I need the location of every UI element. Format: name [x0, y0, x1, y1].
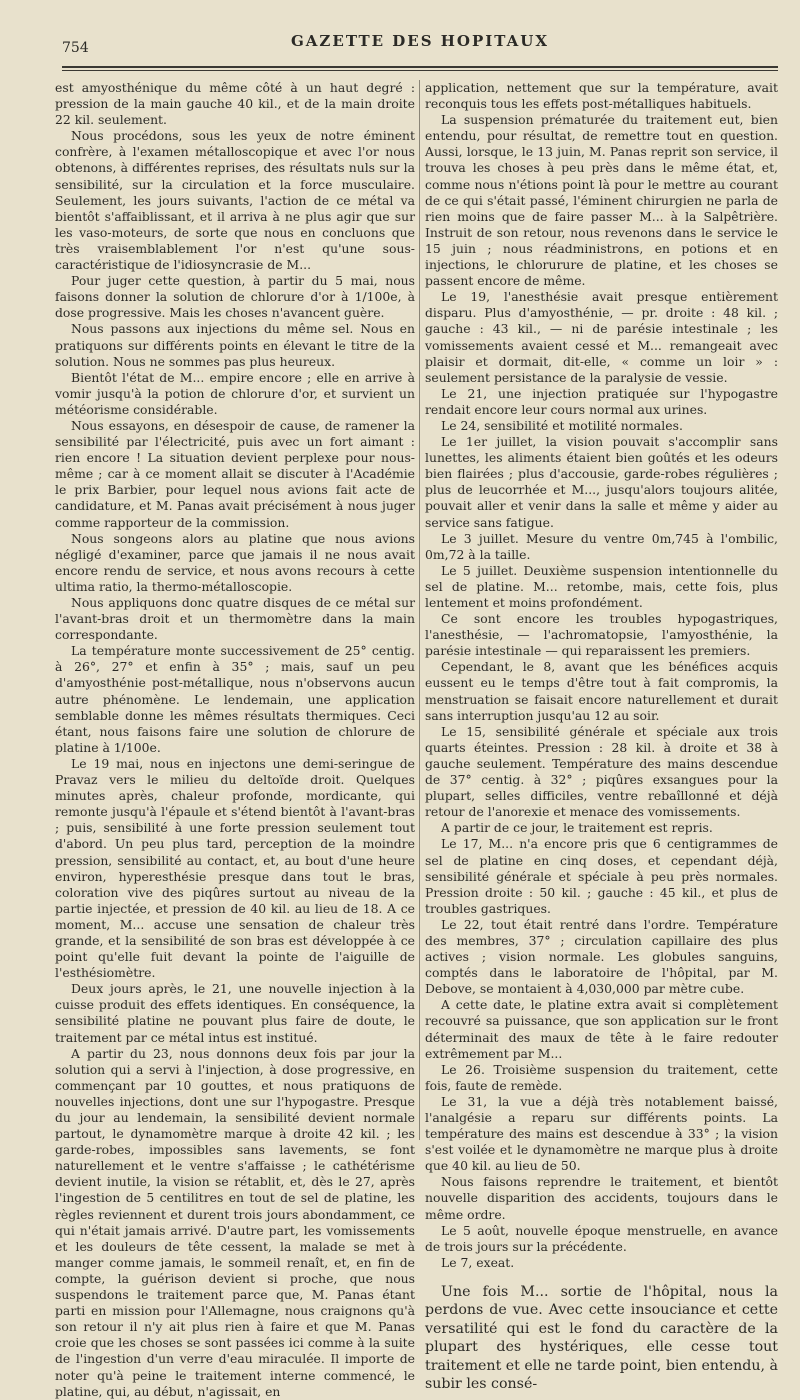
paragraph: A partir du 23, nous donnons deux fois par jour la solution qui a servi à l'injection, à dose progressive, en commençant par 10 gouttes, et nous pratiquons de nouvelles injections, dont une sur l'hypogastre. Presque du jour au lendemain, la sensibilité devient normale partout, le dynamomètre marque à droite 42 kil. ; les garde-robes, impossibles sans lavements, se font naturellement et le ventre s'affaisse ; le cathétérisme devient inutile, la vision se rétablit, et, dès le 27, après l'ingestion de 5 centilitres en tout de sel de platine, les règles reviennent et durent trois jours abondamment, ce qui n'était jamais arrivé. D'autre part, les vomissements et les douleurs de tête cessent, la malade se met à manger comme jamais, le sommeil renaît, et, en fin de compte, la guérison devient si proche, que nous suspendons le traitement parce que, M. Panas étant parti en mission pour l'Allemagne, nous craignons qu'à son retour il n'y ait plus rien à faire et que M. Panas croie que les choses se sont passées ici comme à la suite de l'ingestion d'un verre d'eau miraculée. Il importe de noter qu'à peine le traitement interne commencé, le platine, qui, au début, n'agissait, en	[55, 1045, 415, 1399]
column-divider	[419, 80, 420, 1140]
paragraph: est amyosthénique du même côté à un haut degré : pression de la main gauche 40 kil., et de la main droite 22 kil. seulement.	[55, 80, 415, 128]
paragraph: Pour juger cette question, à partir du 5 mai, nous faisons donner la solution de chlorure d'or à 1/100e, à dose progressive. Mais les choses n'avancent guère.	[55, 273, 415, 321]
paragraph: Nous passons aux injections du même sel. Nous en pratiquons sur différents points en élevant le titre de la solution. Nous ne sommes pas plus heureux.	[55, 321, 415, 369]
paragraph: Nous faisons reprendre le traitement, et bientôt nouvelle disparition des accidents, toujours dans le même ordre.	[425, 1174, 778, 1222]
journal-title: GAZETTE DES HOPITAUX	[290, 32, 549, 50]
paragraph: Cependant, le 8, avant que les bénéfices acquis eussent eu le temps d'être tout à fait compromis, la menstruation se faisait encore naturellement et durait sans interruption jusqu'au 12 au soir.	[425, 659, 778, 723]
paragraph: Le 22, tout était rentré dans l'ordre. Température des membres, 37° ; circulation capillaire des plus actives ; vision normale. Les globules sanguins, comptés dans le laboratoire de l'hôpital, par M. Debove, se montaient à 4,030,000 par mètre cube.	[425, 916, 778, 997]
paragraph: Le 5 juillet. Deuxième suspension intentionnelle du sel de platine. M... retombe, mais, cette fois, plus lentement et moins profondément.	[425, 562, 778, 610]
closing-paragraph: Une fois M... sortie de l'hôpital, nous la perdons de vue. Avec cette insouciance et cette versatilité qui est le fond du caractère de la plupart des hystériques, elle cesse tout traitement et elle ne tarde point, bien entendu, à subir les consé-	[425, 1283, 778, 1393]
paragraph: Nous essayons, en désespoir de cause, de ramener la sensibilité par l'électricité, puis avec un fort aimant : rien encore ! La situation devient perplexe pour nous-même ; car à ce moment allait se discuter à l'Académie le prix Barbier, pour lequel nous avions fait acte de candidature, et M. Panas avait précisément à nous juger comme rapporteur de la commission.	[55, 417, 415, 530]
paragraph: Nous songeons alors au platine que nous avions négligé d'examiner, parce que jamais il ne nous avait encore rendu de service, et nous avons recours à cette ultima ratio, la thermo-métalloscopie.	[55, 530, 415, 594]
paragraph: Le 5 août, nouvelle époque menstruelle, en avance de trois jours sur la précédente.	[425, 1222, 778, 1254]
header-rule-thin	[62, 70, 778, 71]
paragraph: La température monte successivement de 25° centig. à 26°, 27° et enfin à 35° ; mais, sauf un peu d'amyosthénie post-métallique, nous n'observons aucun autre phénomène. Le lendemain, une application semblable donne les mêmes résultats thermiques. Ceci étant, nous faisons faire une solution de chlorure de platine à 1/100e.	[55, 643, 415, 755]
paragraph: Le 3 juillet. Mesure du ventre 0m,745 à l'ombilic, 0m,72 à la taille.	[425, 530, 778, 562]
paragraph: Le 26. Troisième suspension du traitement, cette fois, faute de remède.	[425, 1061, 778, 1093]
right-column	[425, 80, 778, 1394]
paragraph: Le 19, l'anesthésie avait presque entièrement disparu. Plus d'amyosthénie, — pr. droite : 48 kil. ; gauche : 43 kil., — ni de parésie intestinale ; les vomissements avaient cessé et M... remangeait avec plaisir et dormait, dit-elle, « comme un loir » : seulement persistance de la paralysie de vessie.	[425, 289, 778, 385]
paragraph: Ce sont encore les troubles hypogastriques, l'anesthésie, — l'achromatopsie, l'amyosthénie, la parésie intestinale — qui reparaissent les premiers.	[425, 611, 778, 659]
page-header	[62, 30, 778, 60]
paragraph: A cette date, le platine extra avait si complètement recouvré sa puissance, que son application sur le front déterminait des maux de tête à le faire redouter extrêmement par M...	[425, 997, 778, 1061]
header-rule-thick	[62, 66, 778, 68]
paragraph: Le 7, exeat.	[441, 1254, 515, 1270]
paragraph: Le 1er juillet, la vision pouvait s'accomplir sans lunettes, les aliments étaient bien goûtés et les odeurs bien flairées ; plus d'accousie, garde-robes régulières ; plus de leucorrhée et M..., jusqu'alors toujours alitée, pouvait aller et venir dans la salle et même y aider au service sans fatigue.	[425, 434, 778, 530]
left-column	[55, 80, 415, 1400]
paragraph: Nous appliquons donc quatre disques de ce métal sur l'avant-bras droit et un thermomètre dans la main correspondante.	[55, 595, 415, 643]
paragraph: Le 19 mai, nous en injectons une demi-seringue de Pravaz vers le milieu du deltoïde droit. Quelques minutes après, chaleur profonde, mordicante, qui remonte jusqu'à l'épaule et s'étend bientôt à l'avant-bras ; puis, sensibilité à une forte pression seulement tout d'abord. Un peu plus tard, perception de la moindre pression, sensibilité au contact, et, au bout d'une heure environ, hyperesthésie presque dans tout le bras, coloration vive des piqûres surtout au niveau de la partie injectée, et pression de 40 kil. au lieu de 18. A ce moment, M... accuse une sensation de chaleur très grande, et la sensibilité de son bras est développée à ce point qu'elle fuit devant la pointe de l'aiguille de l'esthésiomètre.	[55, 755, 415, 981]
paragraph: La suspension prématurée du traitement eut, bien entendu, pour résultat, de remettre tout en question. Aussi, lorsque, le 13 juin, M. Panas reprit son service, il trouva les choses à peu près dans le même état, et, comme nous n'étions point là pour le mettre au courant de ce qui s'était passé, l'éminent chirurgien ne parla de rien moins que de faire passer M... à la Salpêtrière. Instruit de son retour, nous revenons dans le service le 15 juin ; nous réadministrons, en potions et en injections, le chlorurure de platine, et les choses se passent encore de même.	[425, 112, 778, 289]
paragraph: Le 24, sensibilité et motilité normales.	[441, 417, 683, 433]
paragraph: A partir de ce jour, le traitement est repris.	[441, 820, 713, 836]
paragraph: Le 17, M... n'a encore pris que 6 centigrammes de sel de platine en cinq doses, et cependant déjà, sensibilité générale et spéciale à peu près normales. Pression droite : 50 kil. ; gauche : 45 kil., et plus de troubles gastriques.	[425, 836, 778, 916]
page-number: 754	[62, 40, 89, 56]
paragraph: Nous procédons, sous les yeux de notre éminent confrère, à l'examen métalloscopique et avec l'or nous obtenons, à différentes reprises, des résultats nuls sur la sensibilité, sur la circulation et la force musculaire. Seulement, les jours suivants, l'action de ce métal va bientôt s'affaiblissant, et il arriva à ne plus agir que sur les vaso-moteurs, de sorte que nous en concluons que très vraisemblablement l'or n'est qu'une sous-caractéristique de l'idiosyncrasie de M...	[55, 128, 415, 273]
paragraph: Le 15, sensibilité générale et spéciale aux trois quarts éteintes. Pression : 28 kil. à droite et 38 à gauche seulement. Température des mains descendue de 37° centig. à 32° ; piqûres exsangues pour la plupart, selles difficiles, ventre rebaîllonné et déjà retour de l'anorexie et menace des vomissements.	[425, 723, 778, 820]
paragraph: Deux jours après, le 21, une nouvelle injection à la cuisse produit des effets identiques. En conséquence, la sensibilité platine ne pouvant plus faire de doute, le traitement par ce métal intus est institué.	[55, 981, 415, 1045]
paragraph: Bientôt l'état de M... empire encore ; elle en arrive à vomir jusqu'à la potion de chlorure d'or, et survient un météorisme considérable.	[55, 369, 415, 417]
paragraph: Le 21, une injection pratiquée sur l'hypogastre rendait encore leur cours normal aux urines.	[425, 385, 778, 417]
paragraph: application, nettement que sur la température, avait reconquis tous les effets post-métalliques habituels.	[425, 80, 778, 112]
paragraph: Le 31, la vue a déjà très notablement baissé, l'analgésie a reparu sur différents points. La température des mains est descendue à 33° ; la vision s'est voilée et le dynamomètre ne marque plus à droite que 40 kil. au lieu de 50.	[425, 1093, 778, 1174]
